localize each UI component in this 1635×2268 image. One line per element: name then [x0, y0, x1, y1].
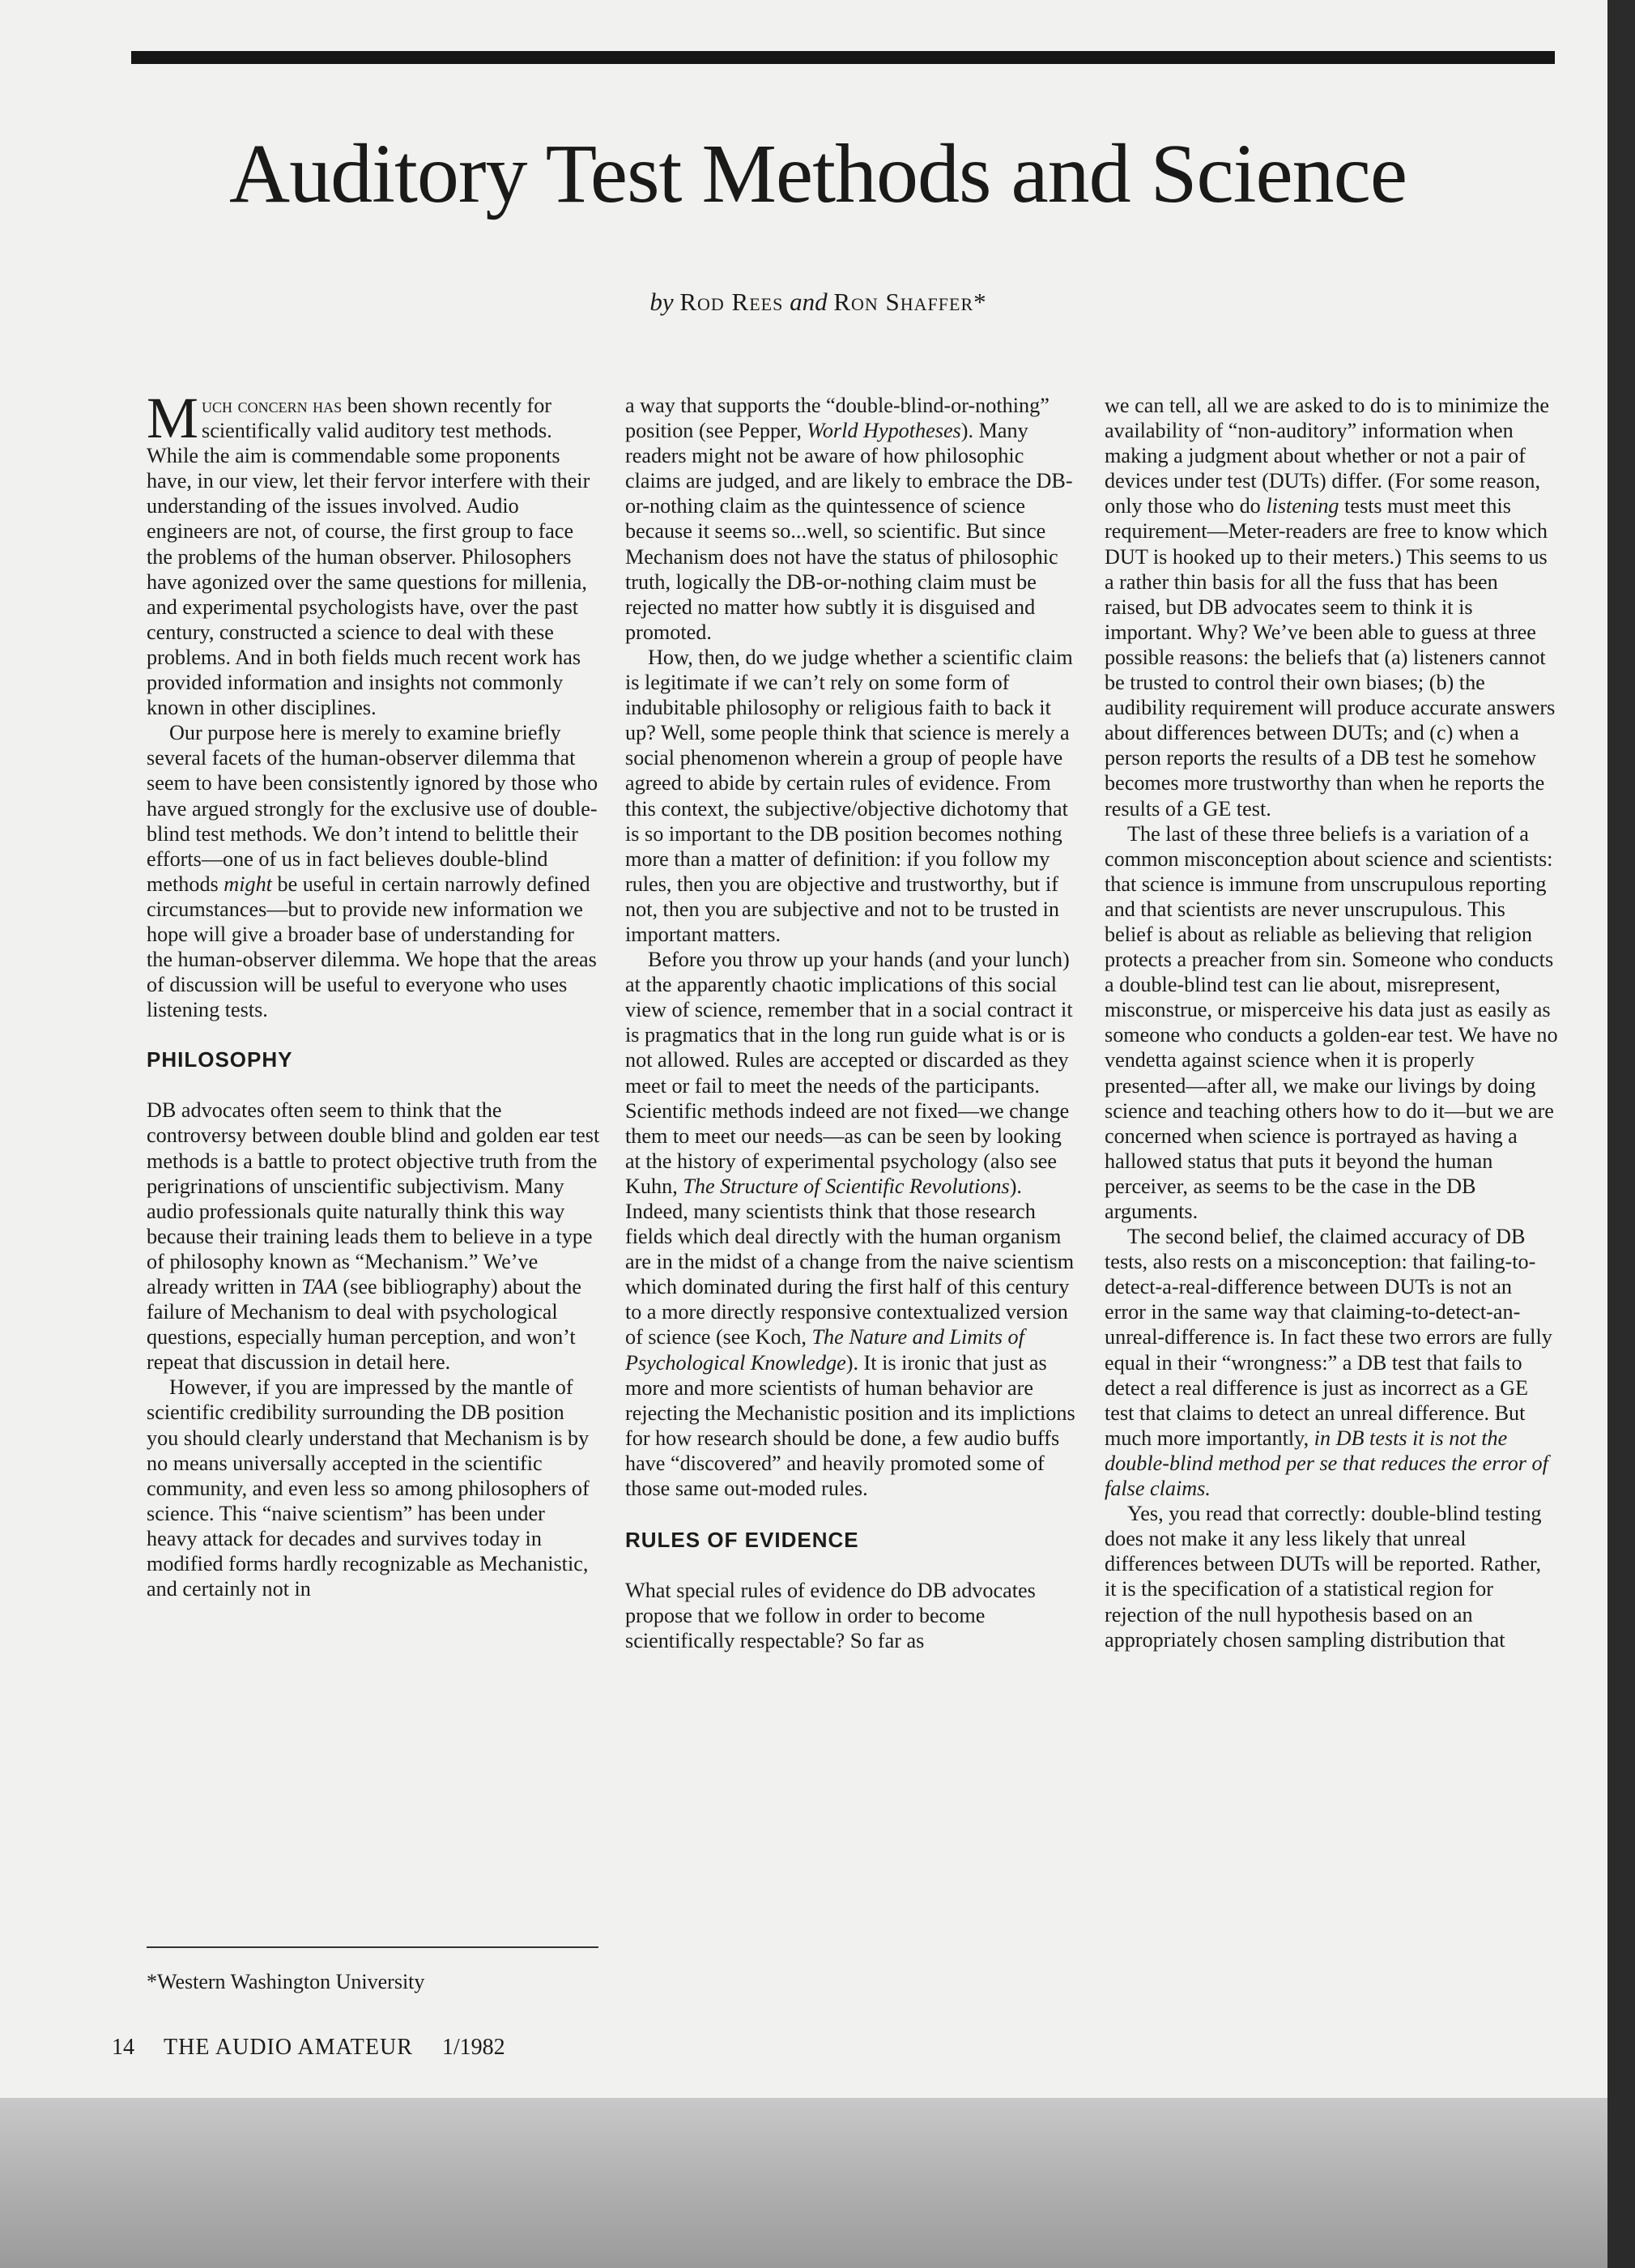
paragraph: The last of these three beliefs is a variation of a common misconception about science and scientists: that science is immune from unscrupulous reporting and that scientists are never unscrupulous. This belief is about as reliable as believing that religion protects a preacher from sin. Someone who conducts a double-blind test can lie about, misrepresent, misconstrue, or misperceive his data just as easily as someone who conducts a golden-ear test. We have no vendetta against science when it is properly presented—after all, we make our livings by doing science and teaching others how to do it—but we are concerned when science is portrayed as having a hallowed status that puts it beyond the human perceiver, as seems to be the case in the DB arguments. [1105, 821, 1558, 1223]
lead-in: uch concern has [202, 394, 343, 417]
byline [81, 288, 1555, 317]
scan-binding-edge [1607, 0, 1635, 2268]
magazine-name: THE AUDIO AMATEUR [164, 2035, 413, 2060]
paragraph: The second belief, the claimed accuracy of DB tests, also rests on a misconception: that failing-to-detect-a-real-difference between DUTs is not an error in the same way that claiming-to-detect-an-unreal-difference is. In fact these two errors are fully equal in their “wrongness:” a DB test that fails to detect a real difference is just as incorrect as a GE test that claims to detect an unreal difference. But much more importantly, in DB tests it is not the double-blind method per se that reduces the error of false claims. [1105, 1225, 1552, 1501]
paragraph: Yes, you read that correctly: double-blind testing does not make it any less likely that unreal differences between DUTs will be reported. Rather, it is the specification of a statistical region for rejection of the null hypothesis based on an appropriately chosen sampling distribution that [1105, 1502, 1542, 1652]
paragraph: we can tell, all we are asked to do is to minimize the availability of “non-auditory” information when making a judgment about whether or not a pair of devices under test (DUTs) differ. (For some reason, only those who do listening tests must meet this requirement—Meter-readers are free to know which DUT is hooked up to their meters.) This seems to us a rather thin basis for all the fuss that has been raised, but DB advocates seem to think it is important. Why? We’ve been able to guess at three possible reasons: the beliefs that (a) listeners cannot be trusted to control their own biases; (b) the audibility requirement will produce accurate answers about differences between DUTs; and (c) when a person reports the results of a DB test he somehow becomes more trustworthy than when he reports the results of a GE test. [1105, 394, 1556, 821]
paragraph: Much concern has been shown recently for scientifically valid auditory test methods. While the aim is commendable some proponents have, in our view, let their fervor interfere with their understanding of the issues involved. Audio engineers are not, of course, the first group to face the problems of the human observer. Philosophers have agonized over the same questions for millenia, and experimental psychologists have, over the past century, constructed a science to deal with these problems. And in both fields much recent work has provided information and insights not commonly known in other disciplines. [147, 386, 590, 720]
drop-cap: M [147, 386, 199, 450]
paragraph: Before you throw up your hands (and your lunch) at the apparently chaotic implications of this social view of science, remember that in a social contract it is pragmatics that in the long run guide what is or is not allowed. Rules are accepted or discarded as they meet or fail to meet the needs of the participants. Scientific methods indeed are not fixed—we change them to meet our needs—as can be seen by looking at the history of experimental psychology (also see Kuhn, The Structure of Scientific Revolutions). Indeed, many scientists think that those research fields which deal directly with the human organism are in the midst of a change from the naive scientism which dominated during the first half of this century to a more directly responsive contextualized version of science (see Koch, The Nature and Limits of Psychological Knowledge). It is ironic that just as more and more scientists of human behavior are rejecting the Mechanistic position and its implictions for how research should be done, a few audio buffs have “discovered” and heavily promoted some of those same out-moded rules. [625, 948, 1075, 1501]
section-heading-rules-of-evidence: RULES OF EVIDENCE [625, 1528, 859, 1553]
section-heading-philosophy: PHILOSOPHY [147, 1047, 293, 1072]
column-2 [625, 393, 1079, 1653]
paragraph: DB advocates often seem to think that the controversy between double blind and golden ear test methods is a battle to protect objective truth from the perigrinations of unscientific subjectivism. Many audio professionals quite naturally think this way because their training leads them to believe in a type of philosophy known as “Mechanism.” We’ve already written in TAA (see bibliography) about the failure of Mechanism to deal with psychological questions, especially human perception, and won’t repeat that discussion in detail here. [147, 1098, 600, 1375]
scan-bottom-shadow [0, 2098, 1607, 2268]
footnote-marker: * [973, 288, 986, 316]
footnote: *Western Washington University [147, 1970, 425, 1993]
paragraph: However, if you are impressed by the mantle of scientific credibility surrounding the DB position you should clearly understand that Mechanism is by no means universally accepted in the scientific community, and even less so among philosophers of science. This “naive scientism” has been under heavy attack for decades and survives today in modified forms hardly recognizable as Mechanistic, and certainly not in [147, 1375, 590, 1601]
footnote-rule [147, 1946, 598, 1948]
byline-by: by [649, 288, 674, 316]
page-number: 14 [112, 2035, 134, 2060]
column-3 [1105, 393, 1558, 1652]
paragraph: How, then, do we judge whether a scientific claim is legitimate if we can’t rely on some form of indubitable philosophy or religious faith to back it up? Well, some people think that science is merely a social phenomenon wherein a group of people have agreed to abide by certain rules of evidence. From this context, the subjective/objective dichotomy that is so important to the DB position becomes nothing more than a matter of definition: if you follow my rules, then you are objective and trustworthy, but if not, then you are subjective and not to be trusted in important matters. [625, 645, 1073, 946]
paragraph: Our purpose here is merely to examine briefly several facets of the human-observer dilemma that seem to have been consistently ignored by those who have argued strongly for the exclusive use of double-blind test methods. We don’t intend to belittle their efforts—one of us in fact believes double-blind methods might be useful in certain narrowly defined circumstances—but to provide new information we hope will give a broader base of understanding for the human-observer dilemma. We hope that the areas of discussion will be useful to everyone who uses listening tests. [147, 721, 598, 1022]
byline-and: and [790, 288, 828, 316]
paragraph: What special rules of evidence do DB advocates propose that we follow in order to become scientifically respectable? So far as [625, 1579, 1036, 1653]
article-title: Auditory Test Methods and Science [229, 127, 1407, 220]
issue-date: 1/1982 [441, 2035, 505, 2060]
column-1 [147, 386, 600, 1601]
folio [112, 2035, 534, 2061]
author-2: Ron Shaffer [833, 288, 974, 316]
top-rule [131, 51, 1555, 64]
paragraph: a way that supports the “double-blind-or-nothing” position (see Pepper, World Hypotheses). Many readers might not be aware of how philosophic claims are judged, and are likely to embrace the DB-or-nothing claim as the quintessence of science because it seems so...well, so scientific. But since Mechanism does not have the status of philosophic truth, logically the DB-or-nothing claim must be rejected no matter how subtly it is disguised and promoted. [625, 394, 1073, 644]
author-1: Rod Rees [679, 288, 784, 316]
